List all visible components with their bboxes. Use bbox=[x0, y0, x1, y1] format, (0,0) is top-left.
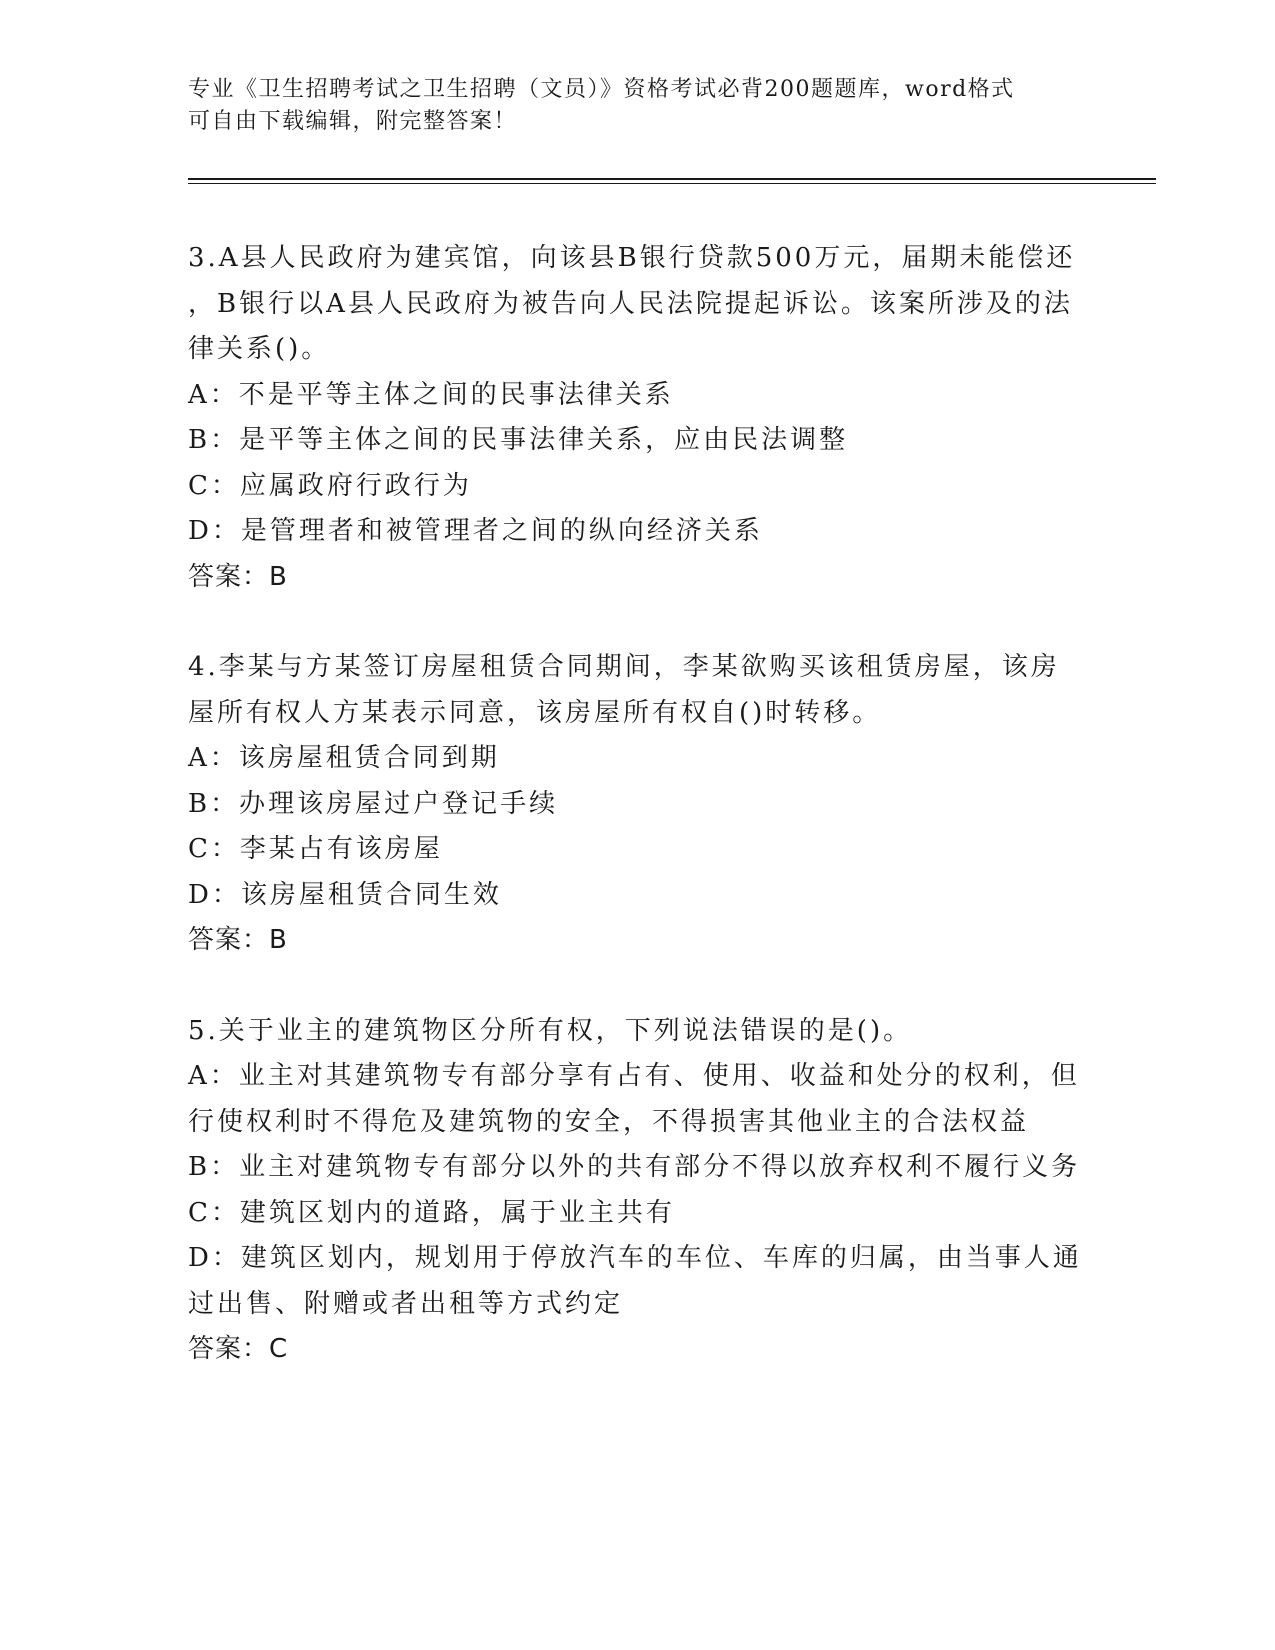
question-item bbox=[188, 236, 1088, 600]
question-stem-line: 4.李某与方某签订房屋租赁合同期间，李某欲购买该租赁房屋，该房 bbox=[188, 652, 1060, 682]
question-stem-line: ，B银行以A县人民政府为被告向人民法院提起诉讼。该案所涉及的法 bbox=[188, 288, 1073, 319]
question-item bbox=[188, 645, 1088, 964]
question-stem-line: 5.关于业主的建筑物区分所有权，下列说法错误的是()。 bbox=[188, 1015, 913, 1046]
question-stem-line: 屋所有权人方某表示同意，该房屋所有权自()时转移。 bbox=[188, 697, 882, 728]
question-list bbox=[188, 236, 1088, 1418]
question-item bbox=[188, 1009, 1088, 1373]
option-d: D：建筑区划内，规划用于停放汽车的车位、车库的归属，由当事人通 bbox=[188, 1243, 1082, 1273]
header-line-2: 可自由下载编辑，附完整答案！ bbox=[188, 109, 518, 134]
answer-line: 答案：B bbox=[188, 561, 288, 592]
option-a: A：业主对其建筑物专有部分享有占有、使用、收益和处分的权利，但 bbox=[188, 1061, 1080, 1091]
header-line-1: 专业《卫生招聘考试之卫生招聘（文员）》资格考试必背200题题库，word格式 bbox=[188, 77, 1015, 102]
option-c: C：建筑区划内的道路，属于业主共有 bbox=[188, 1197, 675, 1228]
option-b: B：办理该房屋过户登记手续 bbox=[188, 788, 559, 819]
option-d: D：该房屋租赁合同生效 bbox=[188, 879, 502, 910]
option-d-continued: 过出售、附赠或者出租等方式约定 bbox=[188, 1288, 624, 1319]
option-a: A：该房屋租赁合同到期 bbox=[188, 743, 500, 773]
header-divider bbox=[188, 178, 1156, 184]
option-c: C：李某占有该房屋 bbox=[188, 834, 443, 864]
option-b: B：业主对建筑物专有部分以外的共有部分不得以放弃权利不履行义务 bbox=[188, 1152, 1081, 1182]
option-c: C：应属政府行政行为 bbox=[188, 470, 472, 501]
option-b: B：是平等主体之间的民事法律关系，应由民法调整 bbox=[188, 425, 849, 455]
answer-line: 答案：C bbox=[188, 1334, 289, 1364]
header-divider-thick bbox=[188, 178, 1156, 180]
question-stem-line: 3.A县人民政府为建宾馆，向该县B银行贷款500万元，届期未能偿还 bbox=[188, 243, 1076, 273]
answer-line: 答案：B bbox=[188, 925, 288, 955]
option-d: D：是管理者和被管理者之间的纵向经济关系 bbox=[188, 516, 763, 546]
option-a: A：不是平等主体之间的民事法律关系 bbox=[188, 379, 674, 410]
option-a-continued: 行使权利时不得危及建筑物的安全，不得损害其他业主的合法权益 bbox=[188, 1106, 1030, 1137]
question-stem-line: 律关系()。 bbox=[188, 334, 331, 364]
document-header bbox=[188, 74, 1068, 138]
header-divider-thin bbox=[188, 183, 1156, 184]
